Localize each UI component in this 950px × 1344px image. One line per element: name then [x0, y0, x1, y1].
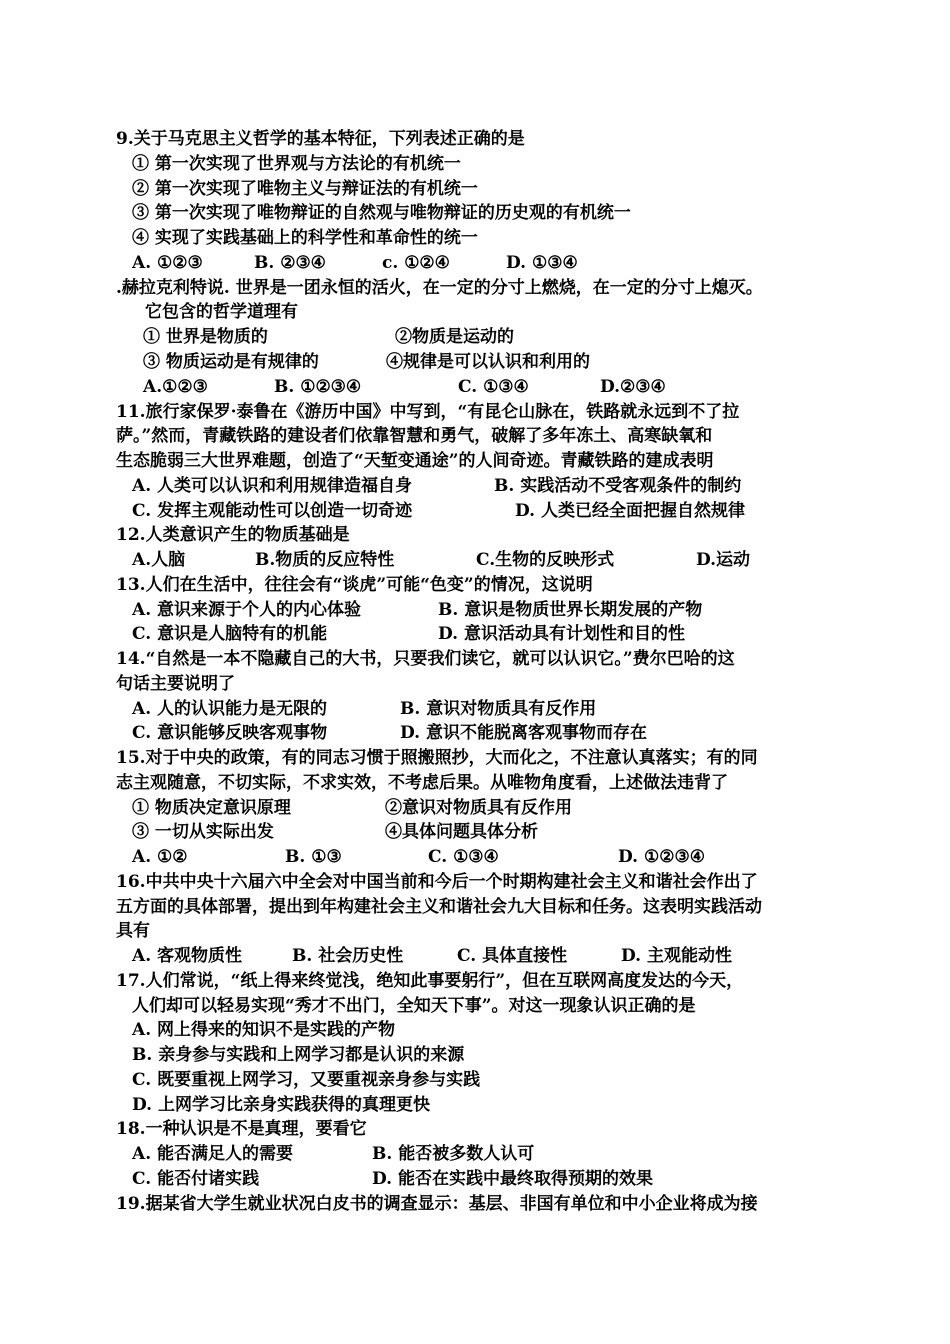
q12-stem: 12.人类意识产生的物质基础是 — [116, 525, 350, 545]
q10-statement-2: ②物质是运动的 — [395, 327, 514, 347]
q16-option-a: A. 客观物质性 — [132, 946, 243, 966]
q13-option-c: C. 意识是人脑特有的机能 — [132, 624, 328, 644]
q11-option-b: B. 实践活动不受客观条件的制约 — [494, 476, 742, 496]
q19-stem: 19.据某省大学生就业状况白皮书的调查显示：基层、非国有单位和中小企业将成为接 — [116, 1194, 758, 1214]
q15-statement-4: ④具体问题具体分析 — [385, 822, 538, 842]
q13-option-b: B. 意识是物质世界长期发展的产物 — [438, 600, 703, 620]
q9-stem: 9.关于马克思主义哲学的基本特征，下列表述正确的是 — [116, 129, 525, 149]
q10-stem-line-1: .赫拉克利特说. 世界是一团永恒的活火，在一定的分寸上燃烧，在一定的分寸上熄灭。 — [116, 278, 763, 298]
q12-option-b: B.物质的反应特性 — [255, 550, 395, 570]
q17-option-a: A. 网上得来的知识不是实践的产物 — [132, 1020, 396, 1040]
q12-option-c: C.生物的反映形式 — [476, 550, 615, 570]
q18-option-a: A. 能否满足人的需要 — [132, 1144, 294, 1164]
q11-option-c: C. 发挥主观能动性可以创造一切奇迹 — [132, 501, 413, 521]
q11-stem-line-3: 生态脆弱三大世界难题，创造了“天堑变通途”的人间奇迹。青藏铁路的建成表明 — [116, 451, 714, 471]
q14-stem-line-2: 句话主要说明了 — [116, 674, 235, 694]
q18-option-d: D. 能否在实践中最终取得预期的效果 — [372, 1169, 653, 1189]
q10-option-a: A.①②③ — [143, 377, 208, 397]
q13-option-d: D. 意识活动具有计划性和目的性 — [438, 624, 685, 644]
q15-statement-2: ②意识对物质具有反作用 — [385, 798, 572, 818]
q17-option-b: B. 亲身参与实践和上网学习都是认识的来源 — [132, 1045, 465, 1065]
q9-option-a: A. ①②③ — [132, 253, 203, 273]
q9-statement-1: ① 第一次实现了世界观与方法论的有机统一 — [132, 154, 461, 174]
q14-option-a: A. 人的认识能力是无限的 — [132, 699, 328, 719]
q18-option-c: C. 能否付诸实践 — [132, 1169, 260, 1189]
q15-statement-3: ③ 一切从实际出发 — [132, 822, 274, 842]
q16-option-c: C. 具体直接性 — [457, 946, 568, 966]
q15-stem-line-1: 15.对于中央的政策，有的同志习惯于照搬照抄，大而化之，不注意认真落实；有的同 — [116, 748, 758, 768]
q11-option-a: A. 人类可以认识和利用规律造福自身 — [132, 476, 413, 496]
q16-stem-line-2: 五方面的具体部署，提出到年构建社会主义和谐社会九大目标和任务。这表明实践活动 — [116, 897, 762, 917]
q14-option-b: B. 意识对物质具有反作用 — [400, 699, 597, 719]
q12-option-d: D.运动 — [696, 550, 751, 570]
q9-statement-2: ② 第一次实现了唯物主义与辩证法的有机统一 — [132, 179, 478, 199]
q11-option-d: D. 人类已经全面把握自然规律 — [515, 501, 745, 521]
q15-option-d: D. ①②③④ — [618, 847, 705, 867]
q16-option-d: D. 主观能动性 — [621, 946, 732, 966]
q12-option-a: A.人脑 — [132, 550, 186, 570]
q17-option-d: D. 上网学习比亲身实践获得的真理更快 — [132, 1095, 430, 1115]
q15-option-c: C. ①③④ — [428, 847, 499, 867]
q17-stem-line-2: 人们却可以轻易实现“秀才不出门，全知天下事”。对这一现象认识正确的是 — [132, 996, 696, 1016]
q9-option-b: B. ②③④ — [254, 253, 326, 273]
q14-option-c: C. 意识能够反映客观事物 — [132, 723, 328, 743]
q18-option-b: B. 能否被多数人认可 — [372, 1144, 535, 1164]
q17-option-c: C. 既要重视上网学习，又要重视亲身参与实践 — [132, 1070, 481, 1090]
q10-option-d: D.②③④ — [600, 377, 666, 397]
q10-option-b: B. ①②③④ — [274, 377, 362, 397]
q10-statement-4: ④规律是可以认识和利用的 — [386, 352, 590, 372]
q15-option-b: B. ①③ — [285, 847, 342, 867]
q9-option-d: D. ①③④ — [506, 253, 578, 273]
q10-stem-line-2: 它包含的哲学道理有 — [145, 302, 298, 322]
q16-stem-line-1: 16.中共中央十六届六中全会对中国当前和今后一个时期构建社会主义和谐社会作出了 — [116, 872, 758, 892]
q18-stem: 18.一种认识是不是真理，要看它 — [116, 1119, 367, 1139]
q10-statement-3: ③ 物质运动是有规律的 — [143, 352, 319, 372]
q15-statement-1: ① 物质决定意识原理 — [132, 798, 291, 818]
q11-stem-line-1: 11.旅行家保罗·泰鲁在《游历中国》中写到，“有昆仑山脉在，铁路就永远到不了拉 — [116, 402, 740, 422]
q10-statement-1: ① 世界是物质的 — [143, 327, 268, 347]
q15-option-a: A. ①② — [132, 847, 188, 867]
q14-stem-line-1: 14.“自然是一本不隐藏自己的大书，只要我们读它，就可以认识它。”费尔巴哈的这 — [116, 649, 735, 669]
q15-stem-line-2: 志主观随意，不切实际，不求实效，不考虑后果。从唯物角度看，上述做法违背了 — [116, 773, 728, 793]
q14-option-d: D. 意识不能脱离客观事物而存在 — [400, 723, 647, 743]
q11-stem-line-2: 萨。”然而，青藏铁路的建设者们依靠智慧和勇气，破解了多年冻土、高寒缺氧和 — [116, 426, 713, 446]
q13-stem: 13.人们在生活中，往往会有“谈虎”可能“色变”的情况，这说明 — [116, 575, 593, 595]
q9-statement-3: ③ 第一次实现了唯物辩证的自然观与唯物辩证的历史观的有机统一 — [132, 203, 631, 223]
q16-stem-line-3: 具有 — [116, 921, 150, 941]
q9-statement-4: ④ 实现了实践基础上的科学性和革命性的统一 — [132, 228, 478, 248]
q9-option-c: c. ①②④ — [382, 253, 450, 273]
q17-stem-line-1: 17.人们常说，“纸上得来终觉浅，绝知此事要躬行”，但在互联网高度发达的今天， — [116, 971, 744, 991]
q16-option-b: B. 社会历史性 — [292, 946, 404, 966]
q10-option-c: C. ①③④ — [458, 377, 529, 397]
q13-option-a: A. 意识来源于个人的内心体验 — [132, 600, 362, 620]
